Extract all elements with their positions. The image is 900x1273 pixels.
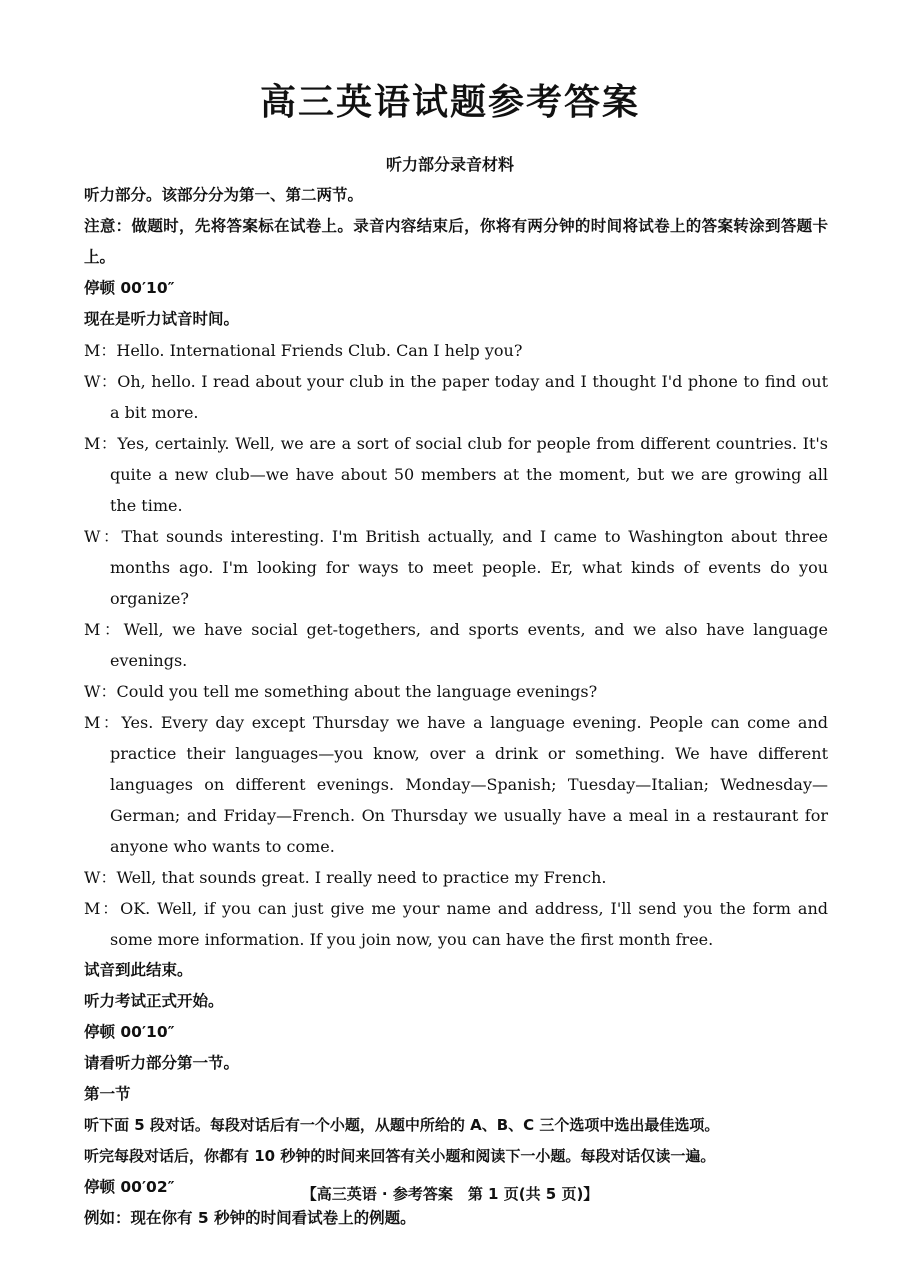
section-subtitle: 听力部分录音材料 — [385, 155, 514, 174]
trial-start-line: 现在是听力试音时间。 — [84, 310, 240, 328]
dialogue-line: W：Oh, hello. I read about your club in the paper today and I thought I'd phone to find out a bit more. — [84, 372, 829, 422]
document-title: 高三英语试题参考答案 — [259, 82, 640, 123]
transcript-body — [84, 180, 828, 1234]
dialogue-line: M：Yes, certainly. Well, we are a sort of social club for people from different countries. It's quite a new club—we have about 50 members at the moment, but we are growing all the time. — [84, 434, 828, 515]
dialogue-line: W：That sounds interesting. I'm British actually, and I came to Washington about three months ago. I'm looking for ways to meet people. Er, what kinds of events do you organize? — [84, 527, 828, 608]
trial-end-line: 试音到此结束。 — [84, 961, 193, 979]
instruction-line: 听完每段对话后，你都有 10 秒钟的时间来回答有关小题和阅读下一小题。每段对话仅读一遍。 — [84, 1147, 716, 1165]
page-footer: 【高三英语 · 参考答案 第 1 页(共 5 页)】 — [301, 1185, 599, 1203]
section-prompt-line: 请看听力部分第一节。 — [84, 1054, 240, 1072]
dialogue-line: M：Well, we have social get-togethers, and sports events, and we also have language evenings. — [84, 620, 829, 670]
dialogue-line: W：Could you tell me something about the language evenings? — [84, 682, 598, 701]
dialogue-line: M：Hello. International Friends Club. Can I help you? — [84, 341, 523, 360]
pause-line: 停顿 00′02″ — [84, 1178, 175, 1196]
note-line: 注意：做题时，先将答案标在试卷上。录音内容结束后，你将有两分钟的时间将试卷上的答案转涂到答题卡上。 — [84, 217, 828, 266]
section-heading: 第一节 — [84, 1085, 131, 1103]
example-line: 例如：现在你有 5 秒钟的时间看试卷上的例题。 — [84, 1209, 416, 1227]
dialogue-line: W：Well, that sounds great. I really need to practice my French. — [84, 868, 607, 887]
pause-line: 停顿 00′10″ — [84, 1023, 175, 1041]
dialogue-line: M：OK. Well, if you can just give me your name and address, I'll send you the form and some more information. If you join now, you can have the first month free. — [84, 899, 829, 949]
intro-line: 听力部分。该部分分为第一、第二两节。 — [84, 186, 364, 204]
dialogue-line: M：Yes. Every day except Thursday we have a language evening. People can come and practice their languages—you know, over a drink or something. We have different languages on different evenings. Monday—Spanish; Tuesday—Italian; Wednesday—German; and Friday—French. On Thursday we usually have a meal in a restaurant for anyone who wants to come. — [84, 713, 828, 856]
exam-start-line: 听力考试正式开始。 — [84, 992, 224, 1010]
instruction-line: 听下面 5 段对话。每段对话后有一个小题，从题中所给的 A、B、C 三个选项中选出最佳选项。 — [84, 1116, 720, 1134]
pause-line: 停顿 00′10″ — [84, 279, 175, 297]
